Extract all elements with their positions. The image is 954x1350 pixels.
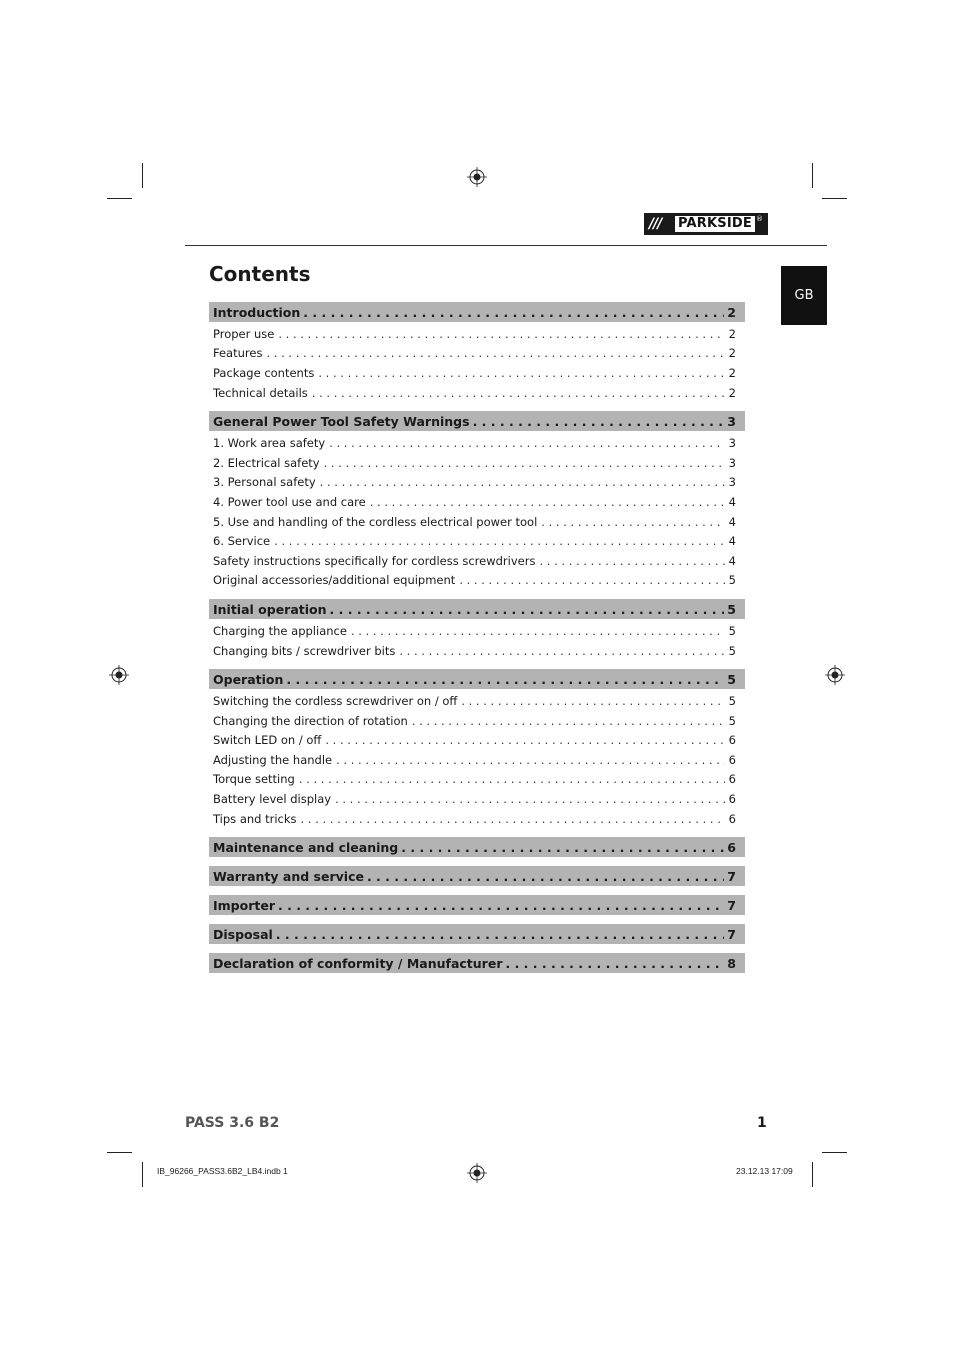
toc-entry-page: 6: [728, 811, 736, 826]
toc-entry-label: 2. Electrical safety: [213, 455, 320, 470]
toc-entry-label: Torque setting: [213, 772, 295, 787]
toc-section-heading[interactable]: [209, 669, 745, 689]
toc-section: [209, 599, 745, 660]
slug-date: 23.12.13 17:09: [736, 1166, 793, 1176]
registration-mark-icon: [109, 665, 129, 685]
toc-entry-page: 4: [728, 534, 736, 549]
leader-dots: [274, 534, 725, 548]
leader-dots: [329, 436, 724, 450]
toc-entry-label: Features: [213, 346, 263, 361]
toc-section-page: 5: [727, 601, 736, 617]
leader-dots: [541, 515, 724, 529]
leader-dots: [303, 305, 724, 320]
slug-filename: IB_96266_PASS3.6B2_LB4.indb 1: [157, 1166, 288, 1176]
toc-entry-list: [209, 619, 745, 660]
leader-dots: [370, 495, 725, 509]
toc-entry[interactable]: [209, 453, 745, 473]
registration-mark-icon: [467, 1163, 487, 1183]
toc-entry-label: Technical details: [213, 385, 308, 400]
leader-dots: [276, 927, 725, 942]
toc-entry[interactable]: [209, 789, 745, 809]
leader-dots: [301, 812, 725, 826]
toc-section: [209, 669, 745, 828]
toc-entry-page: 6: [728, 752, 736, 767]
toc-entry-page: 5: [728, 643, 736, 658]
page-title: Contents: [209, 262, 311, 286]
toc-entry[interactable]: [209, 531, 745, 551]
toc-entry[interactable]: [209, 473, 745, 493]
toc-section-title: Operation: [213, 671, 284, 687]
footer-page-number: 1: [757, 1115, 767, 1131]
toc-section-heading[interactable]: [209, 302, 745, 322]
toc-section-heading[interactable]: [209, 599, 745, 619]
toc-entry[interactable]: [209, 383, 745, 403]
leader-dots: [335, 792, 725, 806]
crop-mark: [822, 1152, 847, 1153]
toc-section: [209, 895, 745, 915]
leader-dots: [266, 346, 724, 360]
leader-dots: [286, 672, 724, 687]
leader-dots: [320, 475, 725, 489]
leader-dots: [459, 573, 724, 587]
toc-section-page: 2: [727, 304, 736, 320]
toc-entry[interactable]: [209, 363, 745, 383]
toc-section-heading[interactable]: [209, 895, 745, 915]
toc-section-page: 3: [727, 413, 736, 429]
toc-section-heading[interactable]: [209, 924, 745, 944]
toc-section: [209, 924, 745, 944]
toc-entry[interactable]: [209, 750, 745, 770]
toc-entry-label: 5. Use and handling of the cordless electrical power tool: [213, 514, 538, 529]
toc-entry-page: 2: [728, 365, 736, 380]
toc-entry-page: 5: [728, 573, 736, 588]
toc-entry[interactable]: [209, 433, 745, 453]
toc-entry-label: 3. Personal safety: [213, 475, 316, 490]
toc-entry-page: 3: [728, 436, 736, 451]
crop-mark: [812, 1162, 813, 1187]
leader-dots: [399, 644, 724, 658]
toc-entry-page: 5: [728, 694, 736, 709]
logo-slashes: ///: [649, 216, 662, 232]
toc-section-page: 8: [727, 955, 736, 971]
toc-section: [209, 837, 745, 857]
leader-dots: [336, 753, 725, 767]
toc-entry-page: 6: [728, 733, 736, 748]
language-tab: GB: [781, 266, 827, 325]
toc-entry[interactable]: [209, 770, 745, 790]
leader-dots: [461, 694, 724, 708]
toc-section-title: Maintenance and cleaning: [213, 839, 399, 855]
toc-entry-label: Charging the appliance: [213, 623, 347, 638]
toc-section-title: Declaration of conformity / Manufacturer: [213, 955, 503, 971]
toc-section-heading[interactable]: [209, 866, 745, 886]
toc-section: [209, 411, 745, 590]
leader-dots: [312, 386, 725, 400]
toc-section-title: Introduction: [213, 304, 301, 320]
toc-entry-list: [209, 689, 745, 828]
toc-section: [209, 866, 745, 886]
toc-entry-label: Tips and tricks: [213, 811, 297, 826]
leader-dots: [539, 554, 724, 568]
toc-section-page: 5: [727, 671, 736, 687]
leader-dots: [278, 898, 724, 913]
leader-dots: [325, 733, 724, 747]
toc-entry-page: 3: [728, 455, 736, 470]
toc-entry-label: Changing bits / screwdriver bits: [213, 643, 396, 658]
toc-section-heading[interactable]: [209, 837, 745, 857]
toc-entry-page: 4: [728, 553, 736, 568]
toc-section-title: Warranty and service: [213, 868, 364, 884]
crop-mark: [812, 163, 813, 188]
toc-entry-page: 4: [728, 514, 736, 529]
crop-mark: [142, 163, 143, 188]
leader-dots: [278, 327, 724, 341]
crop-mark: [107, 1152, 132, 1153]
toc-entry-label: Changing the direction of rotation: [213, 713, 408, 728]
toc-entry[interactable]: [209, 492, 745, 512]
logo-registered-mark: ®: [755, 215, 763, 223]
toc-entry[interactable]: [209, 731, 745, 751]
leader-dots: [473, 414, 725, 429]
leader-dots: [505, 956, 724, 971]
toc-section-heading[interactable]: [209, 953, 745, 973]
toc-entry-page: 3: [728, 475, 736, 490]
toc-entry-page: 2: [728, 385, 736, 400]
toc-entry-label: 6. Service: [213, 534, 271, 549]
toc-entry-label: Safety instructions specifically for cordless screwdrivers: [213, 553, 536, 568]
toc-entry-page: 5: [728, 713, 736, 728]
toc-entry-page: 2: [728, 346, 736, 361]
toc-entry[interactable]: [209, 641, 745, 661]
toc-entry-label: Battery level display: [213, 792, 332, 807]
toc-section-title: Importer: [213, 897, 275, 913]
toc-entry-page: 2: [728, 326, 736, 341]
toc-entry[interactable]: [209, 551, 745, 571]
toc-entry-label: Package contents: [213, 365, 315, 380]
leader-dots: [318, 366, 724, 380]
toc-entry[interactable]: [209, 711, 745, 731]
toc-entry-label: Original accessories/additional equipment: [213, 573, 456, 588]
leader-dots: [412, 714, 725, 728]
toc-entry[interactable]: [209, 512, 745, 532]
toc-entry-page: 5: [728, 623, 736, 638]
leader-dots: [401, 840, 724, 855]
table-of-contents: [209, 302, 745, 982]
toc-entry-label: Proper use: [213, 326, 275, 341]
crop-mark: [142, 1162, 143, 1187]
leader-dots: [367, 869, 724, 884]
logo-brand: PARKSIDE: [675, 216, 755, 232]
crop-mark: [107, 198, 132, 199]
leader-dots: [330, 602, 725, 617]
toc-section-page: 6: [727, 839, 736, 855]
toc-entry-list: [209, 431, 745, 590]
parkside-logo: [644, 213, 768, 235]
toc-section-page: 7: [727, 868, 736, 884]
header-rule: [185, 245, 827, 246]
toc-entry-page: 4: [728, 494, 736, 509]
toc-section-title: General Power Tool Safety Warnings: [213, 413, 470, 429]
toc-entry-label: 4. Power tool use and care: [213, 494, 366, 509]
toc-section: [209, 302, 745, 402]
toc-entry-label: Adjusting the handle: [213, 752, 333, 767]
leader-dots: [299, 772, 725, 786]
crop-mark: [822, 198, 847, 199]
toc-entry-list: [209, 322, 745, 402]
toc-entry[interactable]: [209, 621, 745, 641]
registration-mark-icon: [825, 665, 845, 685]
toc-section-heading[interactable]: [209, 411, 745, 431]
leader-dots: [324, 456, 725, 470]
leader-dots: [351, 624, 725, 638]
toc-entry-page: 6: [728, 772, 736, 787]
footer-model: PASS 3.6 B2: [185, 1115, 280, 1131]
toc-entry[interactable]: [209, 571, 745, 591]
toc-entry[interactable]: [209, 691, 745, 711]
toc-entry[interactable]: [209, 324, 745, 344]
toc-section-page: 7: [727, 926, 736, 942]
registration-mark-icon: [467, 167, 487, 187]
toc-section: [209, 953, 745, 973]
toc-entry[interactable]: [209, 809, 745, 829]
toc-entry-label: Switch LED on / off: [213, 733, 322, 748]
toc-entry-label: Switching the cordless screwdriver on / off: [213, 694, 458, 709]
toc-entry[interactable]: [209, 344, 745, 364]
toc-section-page: 7: [727, 897, 736, 913]
toc-section-title: Disposal: [213, 926, 273, 942]
toc-entry-label: 1. Work area safety: [213, 436, 326, 451]
toc-entry-page: 6: [728, 792, 736, 807]
toc-section-title: Initial operation: [213, 601, 327, 617]
